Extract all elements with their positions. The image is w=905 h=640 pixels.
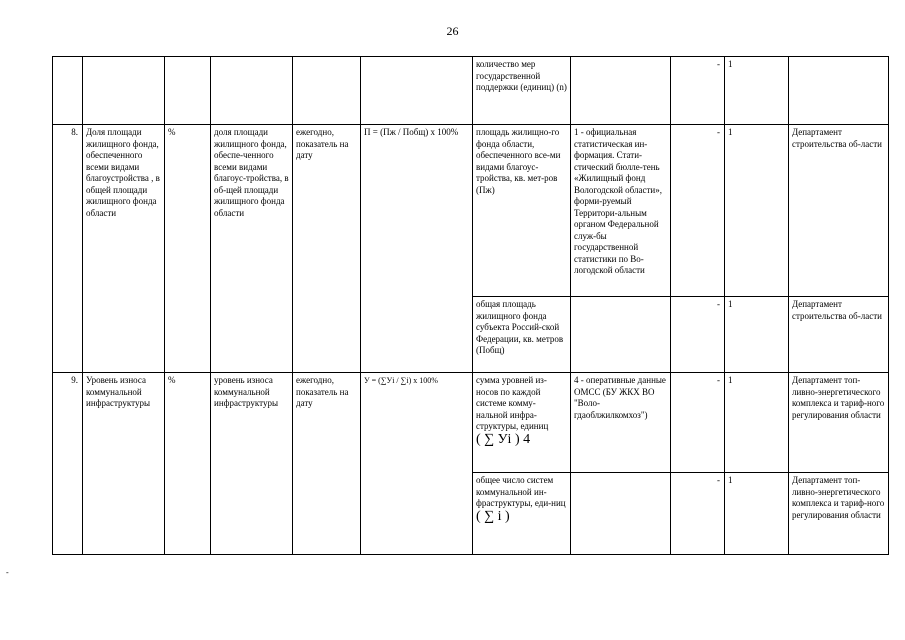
source-cell [571, 57, 671, 125]
unit-cell: % [165, 125, 211, 373]
period-cell: ежегодно, показатель на дату [293, 125, 361, 373]
base-indicator-cell: площадь жилищно-го фонда области, обеспеченного все-ми видами благоус-тройства, кв. мет-ров (Пж) [473, 125, 571, 297]
method-cell: - [671, 473, 725, 555]
sum-formula-symbol: ( ∑ Уi ) 4 [476, 431, 531, 447]
formula-cell [361, 57, 473, 125]
base-indicator-cell [473, 473, 571, 555]
method-cell: - [671, 373, 725, 473]
source-cell [571, 297, 671, 373]
period-cell [293, 57, 361, 125]
definition-cell [211, 57, 293, 125]
source-cell [571, 473, 671, 555]
stray-mark: - [6, 568, 9, 577]
formula-cell: У = (∑Уi / ∑i) х 100% [361, 373, 473, 555]
responsible-cell [789, 57, 889, 125]
responsible-cell: Департамент топ-ливно-энергетического комплекса и тариф-ного регулирования области [789, 473, 889, 555]
unit-cell: % [165, 373, 211, 555]
code-cell: 1 [725, 373, 789, 473]
method-cell: - [671, 57, 725, 125]
source-cell: 1 - официальная статистическая ин-формация. Стати-стический бюлле-тень «Жилищный фонд Вологодской области», форми-руемый Территори-альным органом Федеральной служ-бы государственной статистики по Во-логодской области [571, 125, 671, 297]
responsible-cell: Департамент строительства об-ласти [789, 297, 889, 373]
base-indicator-cell: общая площадь жилищного фонда субъекта Россий-ской Федерации, кв. метров (Побщ) [473, 297, 571, 373]
table-row [53, 373, 889, 473]
responsible-cell: Департамент топ-ливно-энергетического комплекса и тариф-ного регулирования области [789, 373, 889, 473]
page-number: 26 [446, 24, 459, 38]
source-cell: 4 - оперативные данные ОМСС (БУ ЖКХ ВО "Воло-гдаоблжилкомхоз") [571, 373, 671, 473]
responsible-cell: Департамент строительства об-ласти [789, 125, 889, 297]
definition-cell: уровень износа коммунальной инфраструктуры [211, 373, 293, 555]
unit-cell [165, 57, 211, 125]
method-cell: - [671, 297, 725, 373]
formula-cell: П = (Пж / Побщ) х 100% [361, 125, 473, 373]
row-number-cell [53, 57, 83, 125]
base-indicator-text: сумма уровней из-носов по каждой системе комму-нальной инфра-структуры, единиц [476, 375, 549, 431]
table-row [53, 57, 889, 125]
period-cell: ежегодно, показатель на дату [293, 373, 361, 555]
row-number-cell: 8. [53, 125, 83, 373]
row-number-cell: 9. [53, 373, 83, 555]
indicator-name-cell: Доля площади жилищного фонда, обеспеченного всеми видами благоустройства , в общей площади жилищного фонда области [83, 125, 165, 373]
code-cell: 1 [725, 125, 789, 297]
indicator-name-cell: Уровень износа коммунальной инфраструктуры [83, 373, 165, 555]
definition-cell: доля площади жилищного фонда, обеспе-ченного всеми видами благоус-тройства, в об-щей площади жилищного фонда области [211, 125, 293, 373]
indicator-name-cell [83, 57, 165, 125]
base-indicator-text: общее число систем коммунальной ин-фраструктуры, еди-ниц [476, 475, 566, 508]
base-indicator-cell: количество мер государственной поддержки (единиц) (n) [473, 57, 571, 125]
code-cell: 1 [725, 473, 789, 555]
sum-formula-symbol: ( ∑ i ) [476, 508, 510, 524]
code-cell: 1 [725, 57, 789, 125]
indicators-table [52, 56, 889, 555]
table-row [53, 125, 889, 297]
code-cell: 1 [725, 297, 789, 373]
base-indicator-cell [473, 373, 571, 473]
method-cell: - [671, 125, 725, 297]
